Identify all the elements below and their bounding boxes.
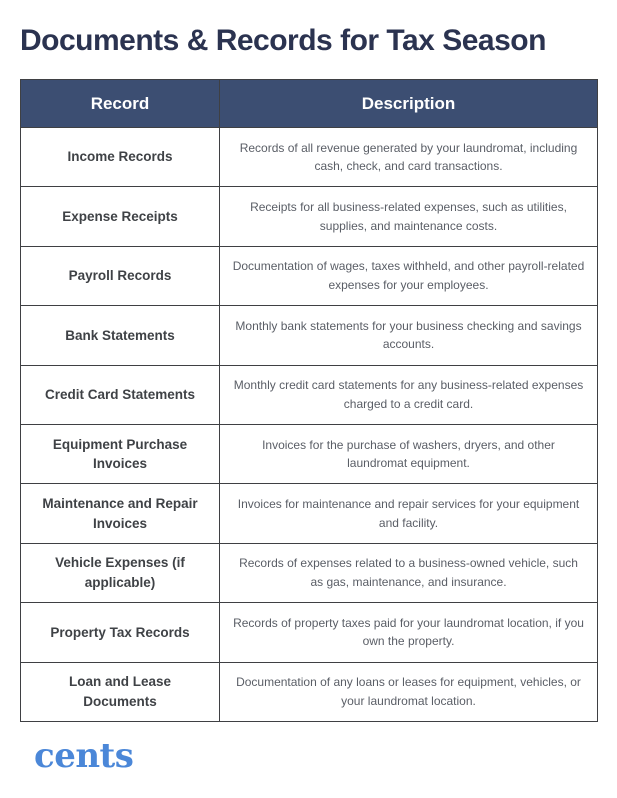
- description-cell: Records of expenses related to a business-owned vehicle, such as gas, maintenance, and insurance.: [220, 543, 598, 602]
- table-row: [21, 128, 598, 187]
- description-cell: Records of all revenue generated by your laundromat, including cash, check, and card transactions.: [220, 128, 598, 187]
- record-cell: Vehicle Expenses (if applicable): [21, 543, 220, 602]
- table-row: [21, 187, 598, 246]
- table-body: [21, 128, 598, 722]
- page-title: Documents & Records for Tax Season: [20, 24, 546, 57]
- description-column-header: Description: [220, 80, 598, 128]
- record-cell: Expense Receipts: [21, 187, 220, 246]
- cents-logo: cents: [34, 736, 134, 776]
- record-cell: Credit Card Statements: [21, 365, 220, 424]
- table-row: [21, 306, 598, 365]
- description-cell: Receipts for all business-related expenses, such as utilities, supplies, and maintenance costs.: [220, 187, 598, 246]
- table-row: [21, 424, 598, 483]
- record-column-header: Record: [21, 80, 220, 128]
- description-cell: Documentation of any loans or leases for equipment, vehicles, or your laundromat location.: [220, 662, 598, 721]
- record-cell: Income Records: [21, 128, 220, 187]
- table-row: [21, 662, 598, 721]
- header-row: [21, 80, 598, 128]
- record-cell: Bank Statements: [21, 306, 220, 365]
- record-cell: Payroll Records: [21, 246, 220, 305]
- table-row: [21, 603, 598, 662]
- table-header: [21, 80, 598, 128]
- table-row: [21, 365, 598, 424]
- table-row: [21, 484, 598, 543]
- table-row: [21, 246, 598, 305]
- record-cell: Property Tax Records: [21, 603, 220, 662]
- record-cell: Equipment Purchase Invoices: [21, 424, 220, 483]
- record-cell: Maintenance and Repair Invoices: [21, 484, 220, 543]
- table-row: [21, 543, 598, 602]
- description-cell: Invoices for the purchase of washers, dryers, and other laundromat equipment.: [220, 424, 598, 483]
- records-table: [20, 79, 598, 722]
- description-cell: Monthly bank statements for your business checking and savings accounts.: [220, 306, 598, 365]
- description-cell: Monthly credit card statements for any business-related expenses charged to a credit card.: [220, 365, 598, 424]
- description-cell: Documentation of wages, taxes withheld, and other payroll-related expenses for your employees.: [220, 246, 598, 305]
- description-cell: Invoices for maintenance and repair services for your equipment and facility.: [220, 484, 598, 543]
- record-cell: Loan and Lease Documents: [21, 662, 220, 721]
- description-cell: Records of property taxes paid for your laundromat location, if you own the property.: [220, 603, 598, 662]
